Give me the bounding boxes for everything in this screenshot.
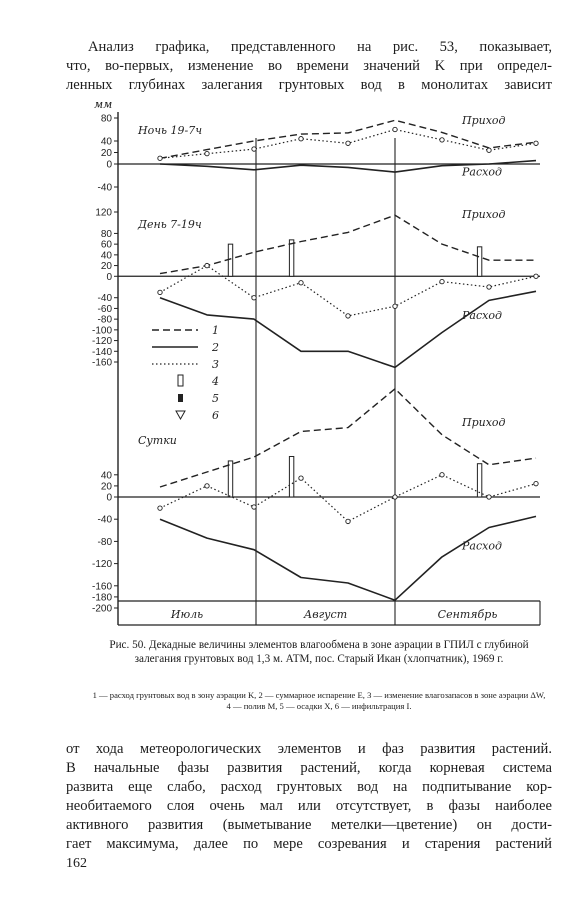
series-point-3 bbox=[487, 148, 491, 152]
series-point-3 bbox=[205, 151, 209, 155]
label-expense: Расход bbox=[462, 539, 502, 553]
y-tick-label: -120 bbox=[91, 559, 112, 571]
y-tick-label: -160 bbox=[91, 581, 112, 593]
y-tick-label: 0 bbox=[106, 271, 112, 283]
legend-swatch-6 bbox=[176, 411, 185, 419]
page-number: 162 bbox=[66, 856, 87, 871]
y-tick-label: 60 bbox=[100, 239, 112, 251]
label-expense: Расход bbox=[462, 165, 502, 179]
text-line: ленных глубинах залегания грунтовых вод в монолитах зависит bbox=[66, 77, 552, 93]
series-point-3 bbox=[487, 495, 491, 499]
legend-label-4: 4 bbox=[212, 375, 219, 388]
series-line-2 bbox=[160, 516, 536, 600]
text-line: Анализ графика, представленного на рис. 53, показывает, bbox=[88, 39, 552, 55]
series-point-3 bbox=[534, 141, 538, 145]
month-label: Август bbox=[303, 608, 348, 621]
series-point-3 bbox=[252, 505, 256, 509]
series-point-3 bbox=[440, 279, 444, 283]
series-point-3 bbox=[252, 296, 256, 300]
figure-caption: Рис. 50. Декадные величины элементов влагообмена в зоне аэрации в ГПИЛ с глубиной залегания грунтовых вод 1,3 м. АТМ, пос. Старый Икан (хлопчатник), 1969 г. bbox=[109, 639, 529, 665]
series-point-3 bbox=[252, 147, 256, 151]
series-point-3 bbox=[393, 127, 397, 131]
irrigation-bar bbox=[228, 244, 232, 276]
unit-label: мм bbox=[94, 98, 113, 111]
text-line: В начальные фазы развития растений, когда корневая система bbox=[66, 760, 552, 776]
y-tick-label: -40 bbox=[97, 514, 112, 526]
y-tick-label: 80 bbox=[100, 113, 112, 125]
label-income: Приход bbox=[462, 416, 506, 429]
series-point-3 bbox=[534, 274, 538, 278]
month-label: Сентябрь bbox=[437, 608, 498, 621]
label-expense: Расход bbox=[462, 309, 502, 323]
series-point-3 bbox=[299, 476, 303, 480]
label-income: Приход bbox=[462, 114, 506, 127]
y-tick-label: 40 bbox=[100, 250, 112, 262]
text-line: необитаемого слоя очень мал или отсутствует, в фазы наиболее bbox=[66, 798, 552, 814]
y-tick-label: 80 bbox=[100, 228, 112, 240]
series-point-3 bbox=[158, 156, 162, 160]
legend-label-2: 2 bbox=[212, 341, 219, 354]
series-point-3 bbox=[487, 285, 491, 289]
y-tick-label: 40 bbox=[100, 136, 112, 148]
label-income: Приход bbox=[462, 208, 506, 221]
y-tick-label: -80 bbox=[97, 536, 112, 548]
series-point-3 bbox=[346, 141, 350, 145]
series-point-3 bbox=[299, 137, 303, 141]
y-tick-label: -120 bbox=[91, 336, 112, 348]
y-tick-label: 0 bbox=[106, 159, 112, 171]
y-tick-label: -40 bbox=[97, 293, 112, 305]
panel-title: День 7-19ч bbox=[138, 218, 202, 231]
text-line: от хода метеорологических элементов и фаз развития растений. bbox=[66, 741, 552, 757]
text-line: активного развития (выметывание метелки—цветение) он дости- bbox=[66, 817, 552, 833]
y-tick-label: -80 bbox=[97, 314, 112, 326]
text-line: развита еще слабо, расход грунтовых вод на подпитывание кор- bbox=[66, 779, 552, 795]
series-point-3 bbox=[158, 506, 162, 510]
y-tick-label: 20 bbox=[100, 261, 112, 273]
y-tick-label: -160 bbox=[91, 357, 112, 369]
series-point-3 bbox=[205, 484, 209, 488]
y-tick-label: -100 bbox=[91, 325, 112, 337]
y-tick-label: 120 bbox=[95, 207, 112, 219]
legend-label-6: 6 bbox=[212, 409, 219, 422]
panel-title: Ночь 19-7ч bbox=[138, 124, 203, 137]
series-point-3 bbox=[534, 481, 538, 485]
legend-label-3: 3 bbox=[212, 358, 219, 371]
irrigation-bar bbox=[289, 456, 293, 497]
month-label: Июль bbox=[170, 608, 204, 621]
series-point-3 bbox=[393, 495, 397, 499]
irrigation-bar bbox=[289, 240, 293, 276]
series-point-3 bbox=[205, 263, 209, 267]
series-point-3 bbox=[346, 519, 350, 523]
irrigation-bar bbox=[228, 461, 232, 497]
series-point-3 bbox=[440, 138, 444, 142]
legend-label-5: 5 bbox=[212, 392, 219, 405]
panel-title: Сутки bbox=[138, 434, 177, 447]
legend-label-1: 1 bbox=[212, 324, 219, 337]
y-tick-label: -140 bbox=[91, 346, 112, 358]
y-tick-label: -60 bbox=[97, 303, 112, 315]
y-tick-label: 40 bbox=[100, 470, 112, 482]
y-tick-label: -40 bbox=[97, 182, 112, 194]
y-tick-label: 20 bbox=[100, 481, 112, 493]
series-point-3 bbox=[299, 281, 303, 285]
series-point-3 bbox=[346, 314, 350, 318]
text-paragraph-bottom bbox=[66, 740, 552, 854]
chart-labels bbox=[92, 98, 506, 621]
text-line: что, во-первых, изменение во времени значений K при определ- bbox=[66, 58, 552, 74]
series-point-3 bbox=[158, 290, 162, 294]
y-tick-label: 20 bbox=[100, 148, 112, 159]
text-line: гает максимума, далее по мере созревания и старения растений bbox=[66, 836, 552, 852]
series-point-3 bbox=[393, 304, 397, 308]
legend-swatch-5 bbox=[178, 394, 183, 402]
y-tick-label: -180 bbox=[91, 592, 112, 604]
legend-swatch-4 bbox=[178, 375, 183, 386]
irrigation-bar bbox=[477, 247, 481, 276]
figure-legend-text: 1 — расход грунтовых вод в зону аэрации K, 2 — суммарное испарение E, 3 — изменение влагозапасов в зоне аэрации ΔW, 4 — полив M, 5 — осадки X, 6 — инфильтрация I. bbox=[92, 690, 546, 711]
y-tick-label: -200 bbox=[91, 603, 112, 615]
series-point-3 bbox=[440, 473, 444, 477]
y-tick-label: 0 bbox=[106, 492, 112, 504]
